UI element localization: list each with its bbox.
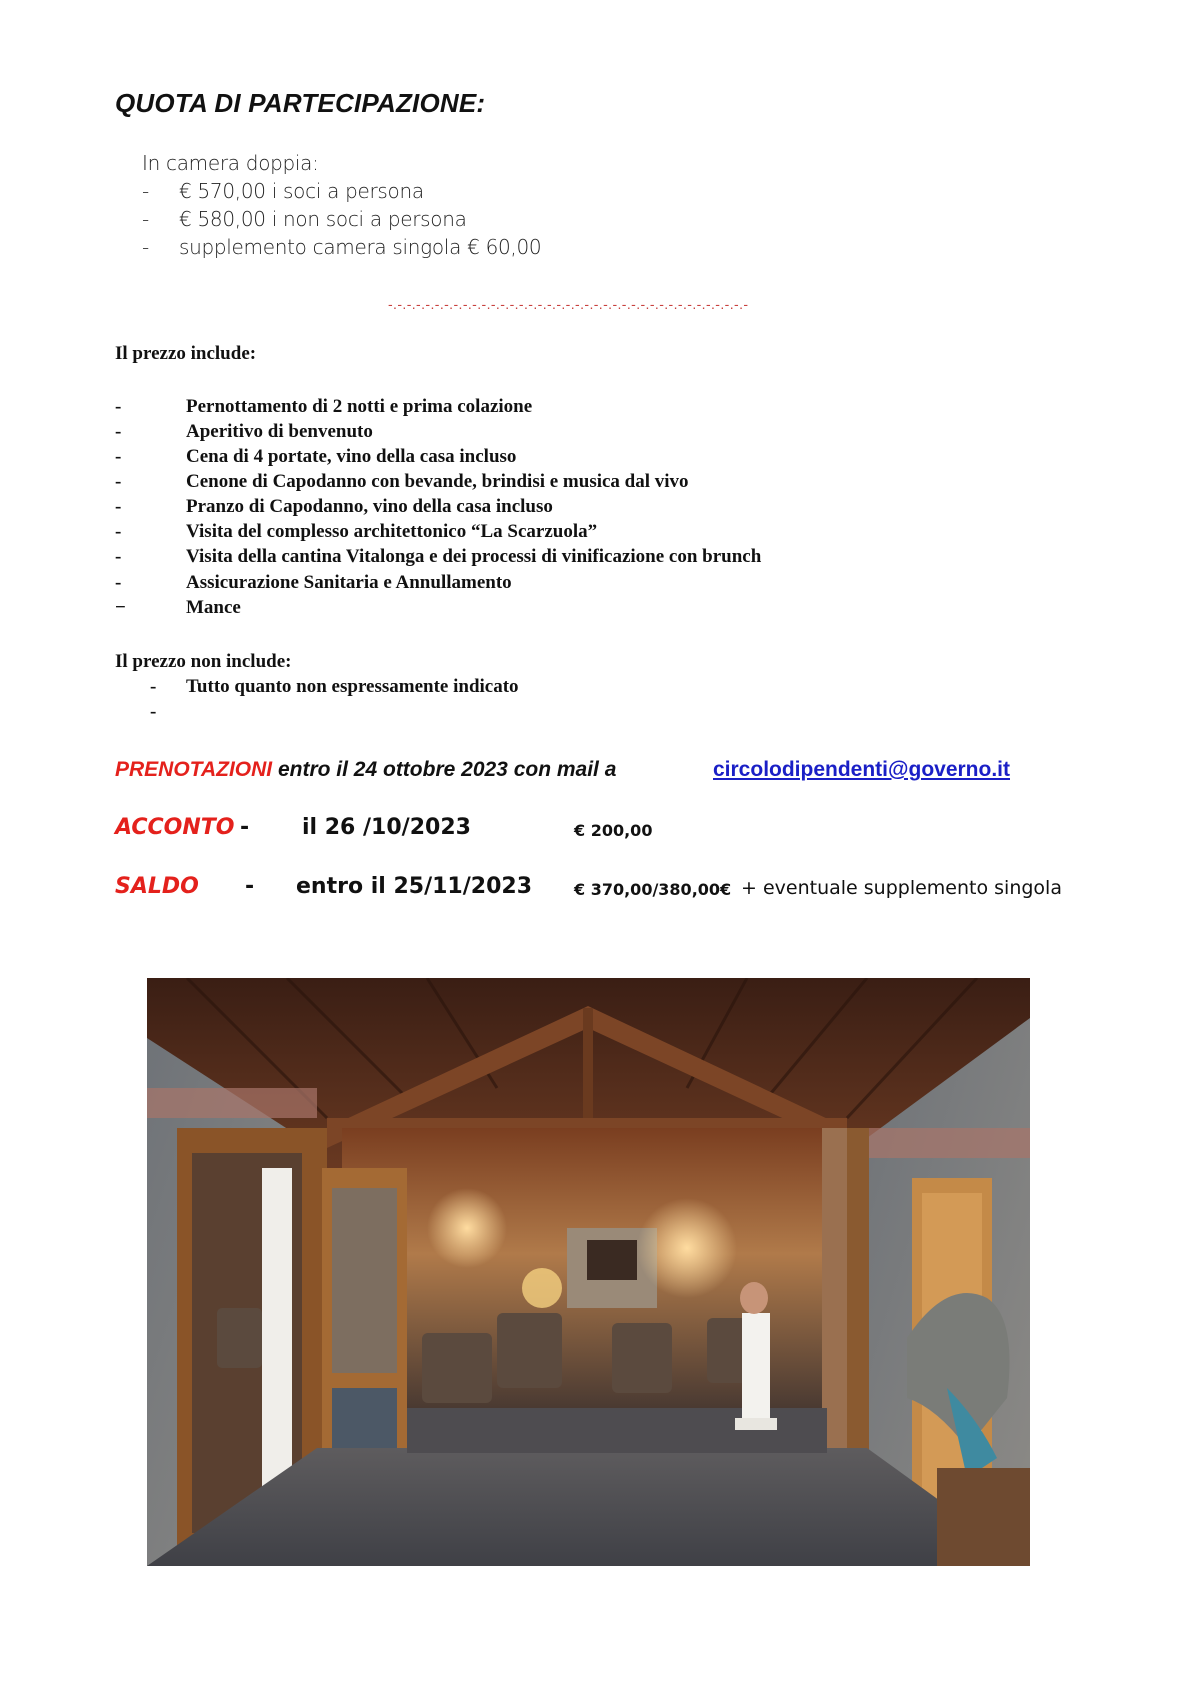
bullet: - — [115, 421, 122, 442]
bullet: - — [115, 521, 122, 542]
bullet: - — [142, 235, 149, 259]
booking-text: entro il 24 ottobre 2023 con mail a — [272, 758, 617, 781]
item-text: Mance — [186, 597, 241, 618]
item-text: Visita del complesso architettonico “La Scarzuola” — [186, 521, 598, 542]
excludes-heading: Il prezzo non include: — [115, 651, 292, 672]
bullet: - — [115, 396, 122, 417]
item-text: Cenone di Capodanno con bevande, brindisi e musica dal vivo — [186, 471, 689, 492]
price-text: € 580,00 i non soci a persona — [179, 207, 467, 231]
list-item — [115, 471, 915, 495]
includes-heading: Il prezzo include: — [115, 343, 257, 364]
bullet: - — [142, 207, 149, 231]
bullet: - — [150, 676, 157, 697]
deposit-amount: € 200,00 — [574, 821, 653, 840]
item-text: Assicurazione Sanitaria e Annullamento — [186, 572, 512, 593]
hotel-interior-photo — [147, 978, 1030, 1566]
bullet: - — [115, 471, 122, 492]
booking-label: PRENOTAZIONI — [115, 758, 273, 781]
item-text: Visita della cantina Vitalonga e dei processi di vinificazione con brunch — [186, 546, 762, 567]
balance-row — [115, 874, 1075, 906]
price-text: supplemento camera singola € 60,00 — [179, 235, 542, 259]
balance-note: + eventuale supplemento singola — [741, 877, 1062, 899]
list-item — [115, 396, 915, 420]
bullet: - — [142, 179, 149, 203]
balance-amount: € 370,00/380,00€ — [574, 880, 732, 899]
deposit-dash: - — [240, 815, 250, 840]
balance-dash: - — [245, 874, 255, 899]
item-text: Pranzo di Capodanno, vino della casa incluso — [186, 496, 553, 517]
list-item — [150, 676, 850, 700]
list-item — [115, 572, 915, 596]
list-item — [115, 597, 915, 621]
balance-date: entro il 25/11/2023 — [296, 874, 532, 899]
deposit-date: il 26 /10/2023 — [302, 815, 471, 840]
bullet: - — [115, 496, 122, 517]
price-item — [142, 207, 742, 233]
balance-label: SALDO — [115, 874, 199, 899]
list-item — [115, 521, 915, 545]
room-type-label: In camera doppia: — [142, 151, 319, 175]
price-item — [142, 235, 742, 261]
item-text: Tutto quanto non espressamente indicato — [186, 676, 519, 697]
bullet: - — [115, 446, 122, 467]
booking-line — [115, 758, 1055, 786]
bullet: - — [115, 572, 122, 593]
bullet: − — [115, 597, 126, 618]
price-item — [142, 179, 742, 205]
white-pedestal — [742, 1313, 770, 1423]
bullet: - — [115, 546, 122, 567]
dotted-separator: -.-.-.-.-.-.-.-.-.-.-.-.-.-.-.-.-.-.-.-.-.-.-.-.-.-.-.-.-.-.-.-.-.-.-.-.-.-.- — [388, 296, 749, 312]
page-title: QUOTA DI PARTECIPAZIONE: — [115, 88, 486, 118]
list-item — [115, 496, 915, 520]
item-text: Cena di 4 portate, vino della casa incluso — [186, 446, 517, 467]
deposit-row — [115, 815, 1075, 847]
email-link[interactable]: circolodipendenti@governo.it — [713, 758, 1010, 781]
deposit-label: ACCONTO — [115, 815, 235, 840]
item-text: Aperitivo di benvenuto — [186, 421, 373, 442]
list-item — [150, 701, 850, 725]
list-item — [115, 421, 915, 445]
item-text: Pernottamento di 2 notti e prima colazione — [186, 396, 533, 417]
list-item — [115, 546, 915, 570]
bullet: - — [150, 701, 157, 722]
price-text: € 570,00 i soci a persona — [179, 179, 424, 203]
list-item — [115, 446, 915, 470]
